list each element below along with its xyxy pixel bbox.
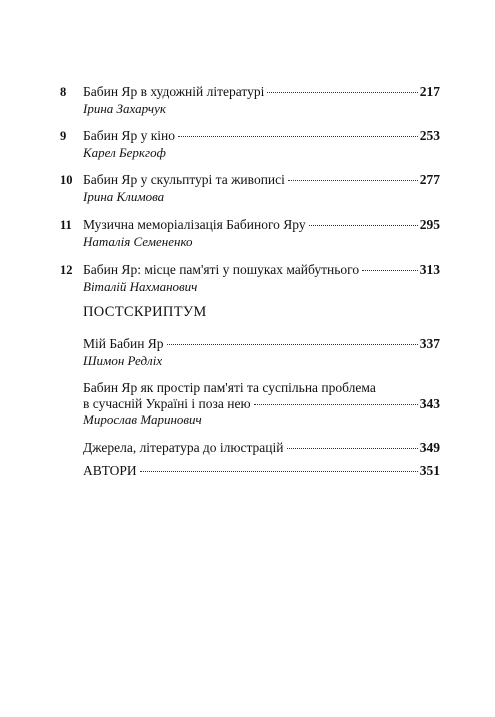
chapter-author: Наталія Семененко <box>83 234 193 249</box>
chapter-author: Шимон Редліх <box>83 353 163 368</box>
chapter-title-line-2: в сучасній Україні і поза нею <box>83 396 251 411</box>
page-number: 313 <box>419 262 440 277</box>
leader-dots <box>287 448 418 449</box>
page-number: 277 <box>419 172 440 187</box>
chapter-title-line[interactable] <box>83 128 440 144</box>
chapter-number: 12 <box>60 263 73 277</box>
chapter-title: Бабин Яр у кіно <box>83 128 175 143</box>
chapter-title: Джерела, література до ілюстрацій <box>83 440 284 455</box>
toc-entry-authors[interactable] <box>83 463 440 479</box>
chapter-author: Ірина Захарчук <box>83 101 166 116</box>
chapter-number: 10 <box>60 173 73 187</box>
leader-dots <box>167 344 418 345</box>
page-number: 337 <box>419 336 440 351</box>
leader-dots <box>288 180 418 181</box>
leader-dots <box>254 404 418 405</box>
chapter-number: 11 <box>60 218 72 232</box>
chapter-author: Карел Беркгоф <box>83 145 166 160</box>
page-number: 253 <box>419 128 440 143</box>
chapter-number: 8 <box>60 85 67 99</box>
leader-dots <box>140 471 418 472</box>
chapter-title: Бабин Яр в художній літературі <box>83 84 265 99</box>
page-number: 295 <box>419 217 440 232</box>
chapter-title-line[interactable] <box>83 172 440 188</box>
chapter-author: Мирослав Маринович <box>83 412 202 427</box>
page-number: 351 <box>419 463 440 478</box>
chapter-title-line[interactable] <box>83 336 440 352</box>
page-number: 343 <box>419 396 440 411</box>
page-number: 217 <box>419 84 440 99</box>
leader-dots <box>309 225 418 226</box>
chapter-number: 9 <box>60 129 67 143</box>
chapter-title: Бабин Яр у скульптурі та живописі <box>83 172 285 187</box>
chapter-author: Віталій Нахманович <box>83 279 198 294</box>
page-number: 349 <box>419 440 440 455</box>
chapter-title-line[interactable] <box>83 396 440 412</box>
chapter-title-line[interactable] <box>83 84 440 100</box>
chapter-title-line[interactable] <box>83 262 440 278</box>
chapter-title: Музична меморіалізація Бабиного Яру <box>83 217 306 232</box>
leader-dots <box>362 270 418 271</box>
chapter-title-line[interactable] <box>83 217 440 233</box>
section-heading-postscript: ПОСТСКРИПТУМ <box>83 304 207 320</box>
chapter-author: Ірина Климова <box>83 189 165 204</box>
leader-dots <box>178 136 418 137</box>
chapter-title: АВТОРИ <box>83 463 137 478</box>
chapter-title: Бабин Яр: місце пам'яті у пошуках майбутнього <box>83 262 360 277</box>
chapter-title-line-1: Бабин Яр як простір пам'яті та суспільна проблема <box>83 380 376 395</box>
toc-entry-sources[interactable] <box>83 440 440 456</box>
chapter-title: Мій Бабин Яр <box>83 336 164 351</box>
leader-dots <box>267 92 417 93</box>
